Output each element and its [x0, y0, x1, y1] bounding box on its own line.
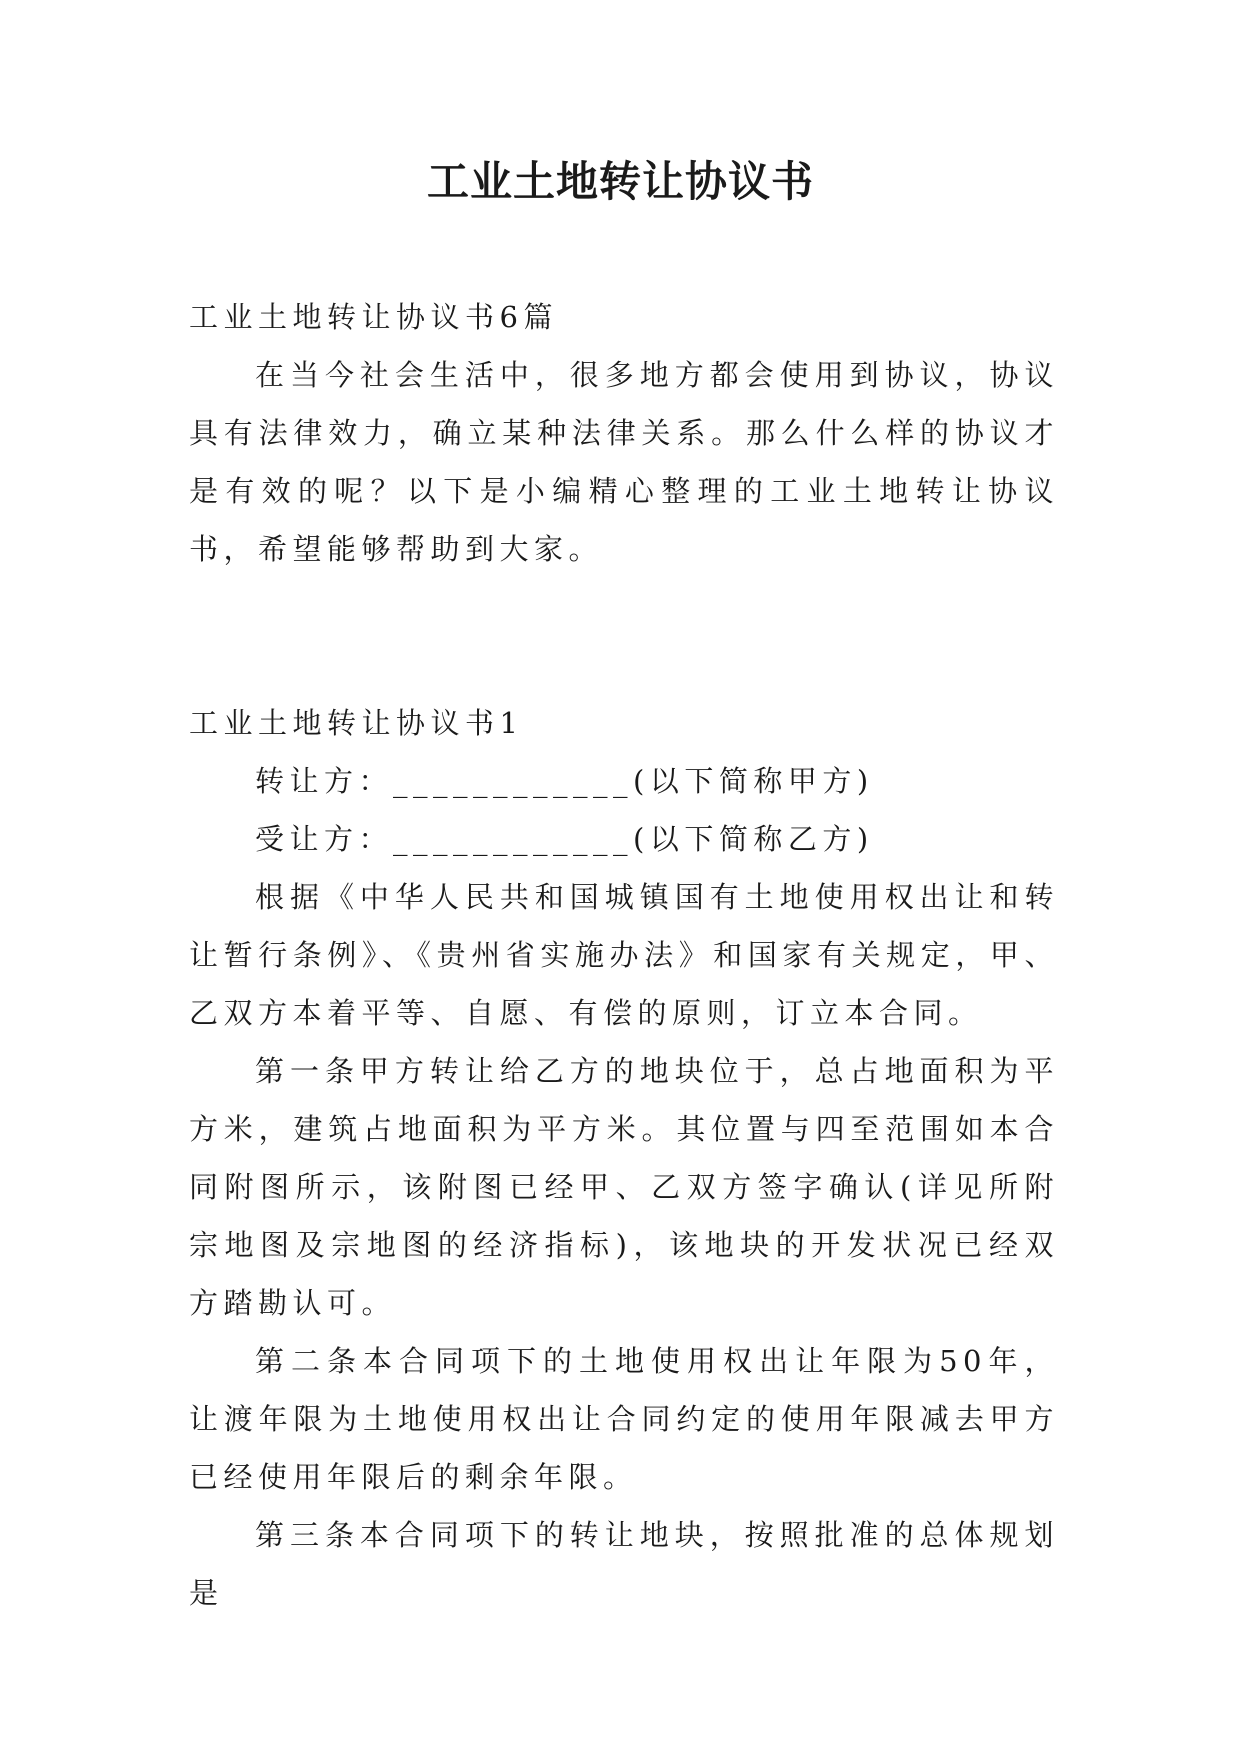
document-body — [189, 288, 1059, 1622]
article-3-paragraph: 第三条本合同项下的转让地块，按照批准的总体规划是 — [189, 1518, 1059, 1610]
document-subtitle: 工业土地转让协议书6篇 — [189, 300, 558, 334]
section-spacer — [189, 578, 1059, 694]
intro-paragraph: 在当今社会生活中，很多地方都会使用到协议，协议具有法律效力，确立某种法律关系。那么什么样的协议才是有效的呢？以下是小编精心整理的工业土地转让协议书，希望能够帮助到大家。 — [189, 358, 1059, 566]
article-1-paragraph: 第一条甲方转让给乙方的地块位于，总占地面积为平方米，建筑占地面积为平方米。其位置与四至范围如本合同附图所示，该附图已经甲、乙双方签字确认(详见所附宗地图及宗地图的经济指标)，该地块的开发状况已经双方踏勘认可。 — [189, 1054, 1059, 1320]
article-2-paragraph: 第二条本合同项下的土地使用权出让年限为50年，让渡年限为土地使用权出让合同约定的使用年限减去甲方已经使用年限后的剩余年限。 — [189, 1344, 1059, 1494]
section-heading: 工业土地转让协议书1 — [189, 706, 524, 740]
basis-paragraph: 根据《中华人民共和国城镇国有土地使用权出让和转让暂行条例》、《贵州省实施办法》和国家有关规定，甲、乙双方本着平等、自愿、有偿的原则，订立本合同。 — [189, 880, 1059, 1030]
transferee-line: 受让方：____________(以下简称乙方) — [255, 822, 874, 856]
transferor-line: 转让方：____________(以下简称甲方) — [255, 764, 874, 798]
document-title: 工业土地转让协议书 — [426, 157, 814, 206]
